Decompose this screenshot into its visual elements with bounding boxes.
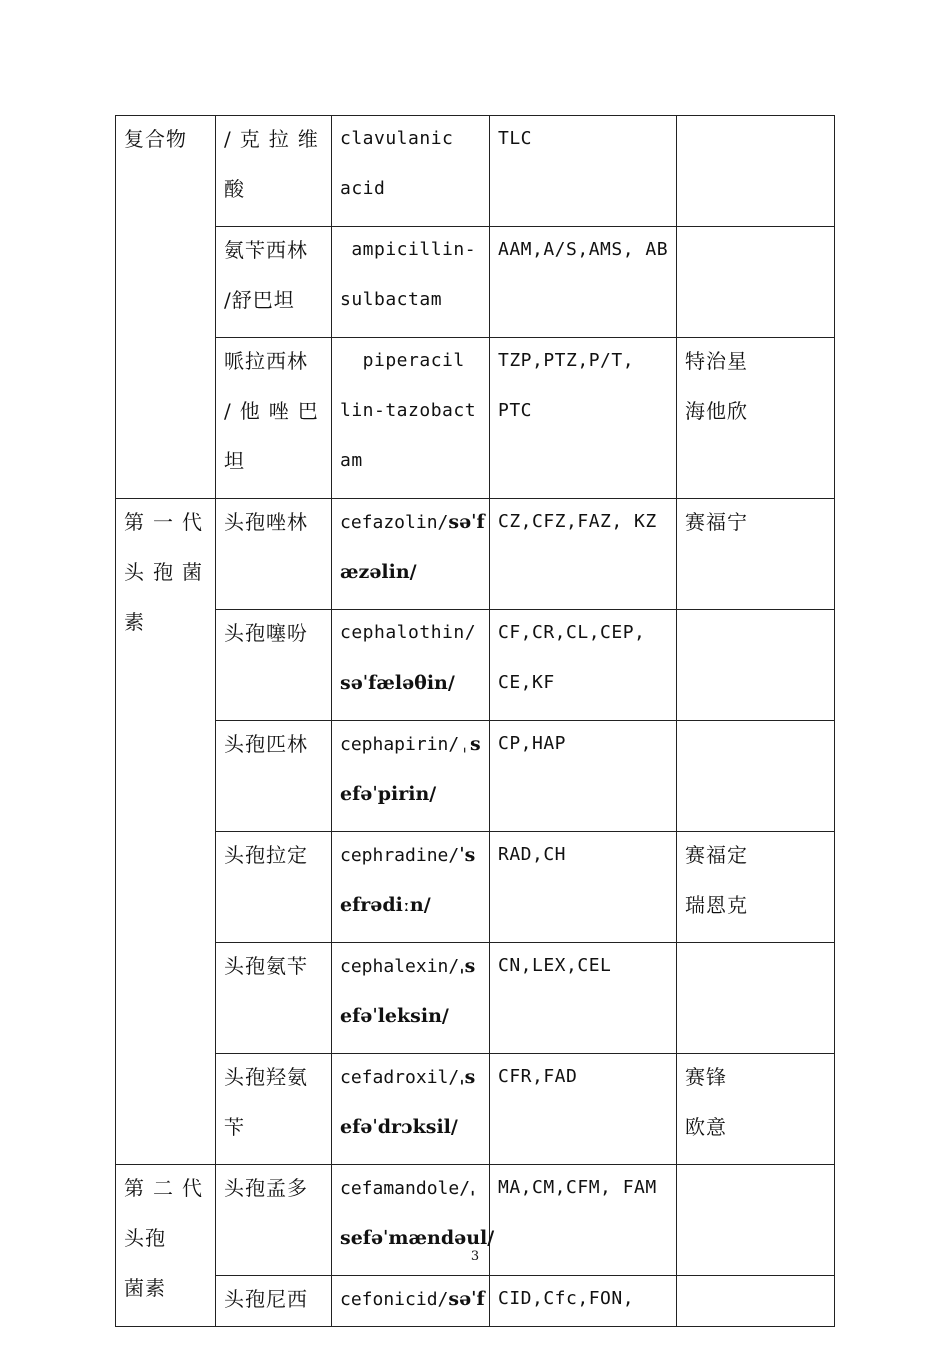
english-name-cell: cefazolin/səˈf æzəlin/ [332, 499, 490, 610]
brand-cell [677, 227, 835, 338]
table-row [116, 227, 835, 338]
abbreviation-cell: TLC [490, 116, 677, 227]
brand-cell [677, 721, 835, 832]
english-name-cell: cephalothin/ səˈfæləθin/ [332, 610, 490, 721]
english-name-cell: ampicillin- sulbactam [332, 227, 490, 338]
abbreviation-cell: CID,Cfc,FON, [490, 1276, 677, 1327]
table-row [116, 1054, 835, 1165]
table-row [116, 610, 835, 721]
abbreviation-cell: CF,CR,CL,CEP, CE,KF [490, 610, 677, 721]
category-cell: 第一代 头孢菌 素 [116, 499, 216, 1165]
brand-cell [677, 610, 835, 721]
abbreviation-cell: TZP,PTZ,P/T, PTC [490, 338, 677, 499]
table-row [116, 1276, 835, 1327]
brand-cell [677, 1276, 835, 1327]
chinese-name-cell: 氨苄西林 /舒巴坦 [216, 227, 332, 338]
table-row [116, 832, 835, 943]
category-cell: 第二代 头孢 菌素 [116, 1165, 216, 1327]
english-name-cell: clavulanic acid [332, 116, 490, 227]
abbreviation-cell: RAD,CH [490, 832, 677, 943]
table-row [116, 338, 835, 499]
chinese-name-cell: 头孢尼西 [216, 1276, 332, 1327]
english-name-cell: cefamandole/ˌ sefəˈmændəul/ [332, 1165, 490, 1276]
english-name-cell: piperacil lin-tazobact am [332, 338, 490, 499]
table-row [116, 721, 835, 832]
page-number: 3 [470, 1249, 480, 1264]
brand-cell: 赛福宁 [677, 499, 835, 610]
english-name-cell: cephradine/ˈs efrədiːn/ [332, 832, 490, 943]
chinese-name-cell: 头孢氨苄 [216, 943, 332, 1054]
brand-cell [677, 943, 835, 1054]
abbreviation-cell: CFR,FAD [490, 1054, 677, 1165]
english-name-cell: cefadroxil/ˌs efəˈdrɔksil/ [332, 1054, 490, 1165]
brand-cell [677, 116, 835, 227]
table-row [116, 499, 835, 610]
drug-table [115, 115, 835, 1327]
abbreviation-cell: AAM,A/S,AMS, AB [490, 227, 677, 338]
chinese-name-cell: 头孢匹林 [216, 721, 332, 832]
abbreviation-cell: CN,LEX,CEL [490, 943, 677, 1054]
english-name-cell: cefonicid/səˈf [332, 1276, 490, 1327]
english-name-cell: cephapirin/ˌs efəˈpirin/ [332, 721, 490, 832]
english-name-cell: cephalexin/ˌs efəˈleksin/ [332, 943, 490, 1054]
abbreviation-cell: CP,HAP [490, 721, 677, 832]
brand-cell: 赛福定 瑞恩克 [677, 832, 835, 943]
table-row [116, 943, 835, 1054]
abbreviation-cell: MA,CM,CFM, FAM [490, 1165, 677, 1276]
chinese-name-cell: 头孢唑林 [216, 499, 332, 610]
brand-cell: 特治星 海他欣 [677, 338, 835, 499]
table-row [116, 116, 835, 227]
brand-cell: 赛锋 欧意 [677, 1054, 835, 1165]
chinese-name-cell: /克拉维 酸 [216, 116, 332, 227]
chinese-name-cell: 头孢噻吩 [216, 610, 332, 721]
chinese-name-cell: 头孢羟氨 苄 [216, 1054, 332, 1165]
chinese-name-cell: 哌拉西林 /他唑巴 坦 [216, 338, 332, 499]
chinese-name-cell: 头孢孟多 [216, 1165, 332, 1276]
category-cell: 复合物 [116, 116, 216, 499]
abbreviation-cell: CZ,CFZ,FAZ, KZ [490, 499, 677, 610]
chinese-name-cell: 头孢拉定 [216, 832, 332, 943]
